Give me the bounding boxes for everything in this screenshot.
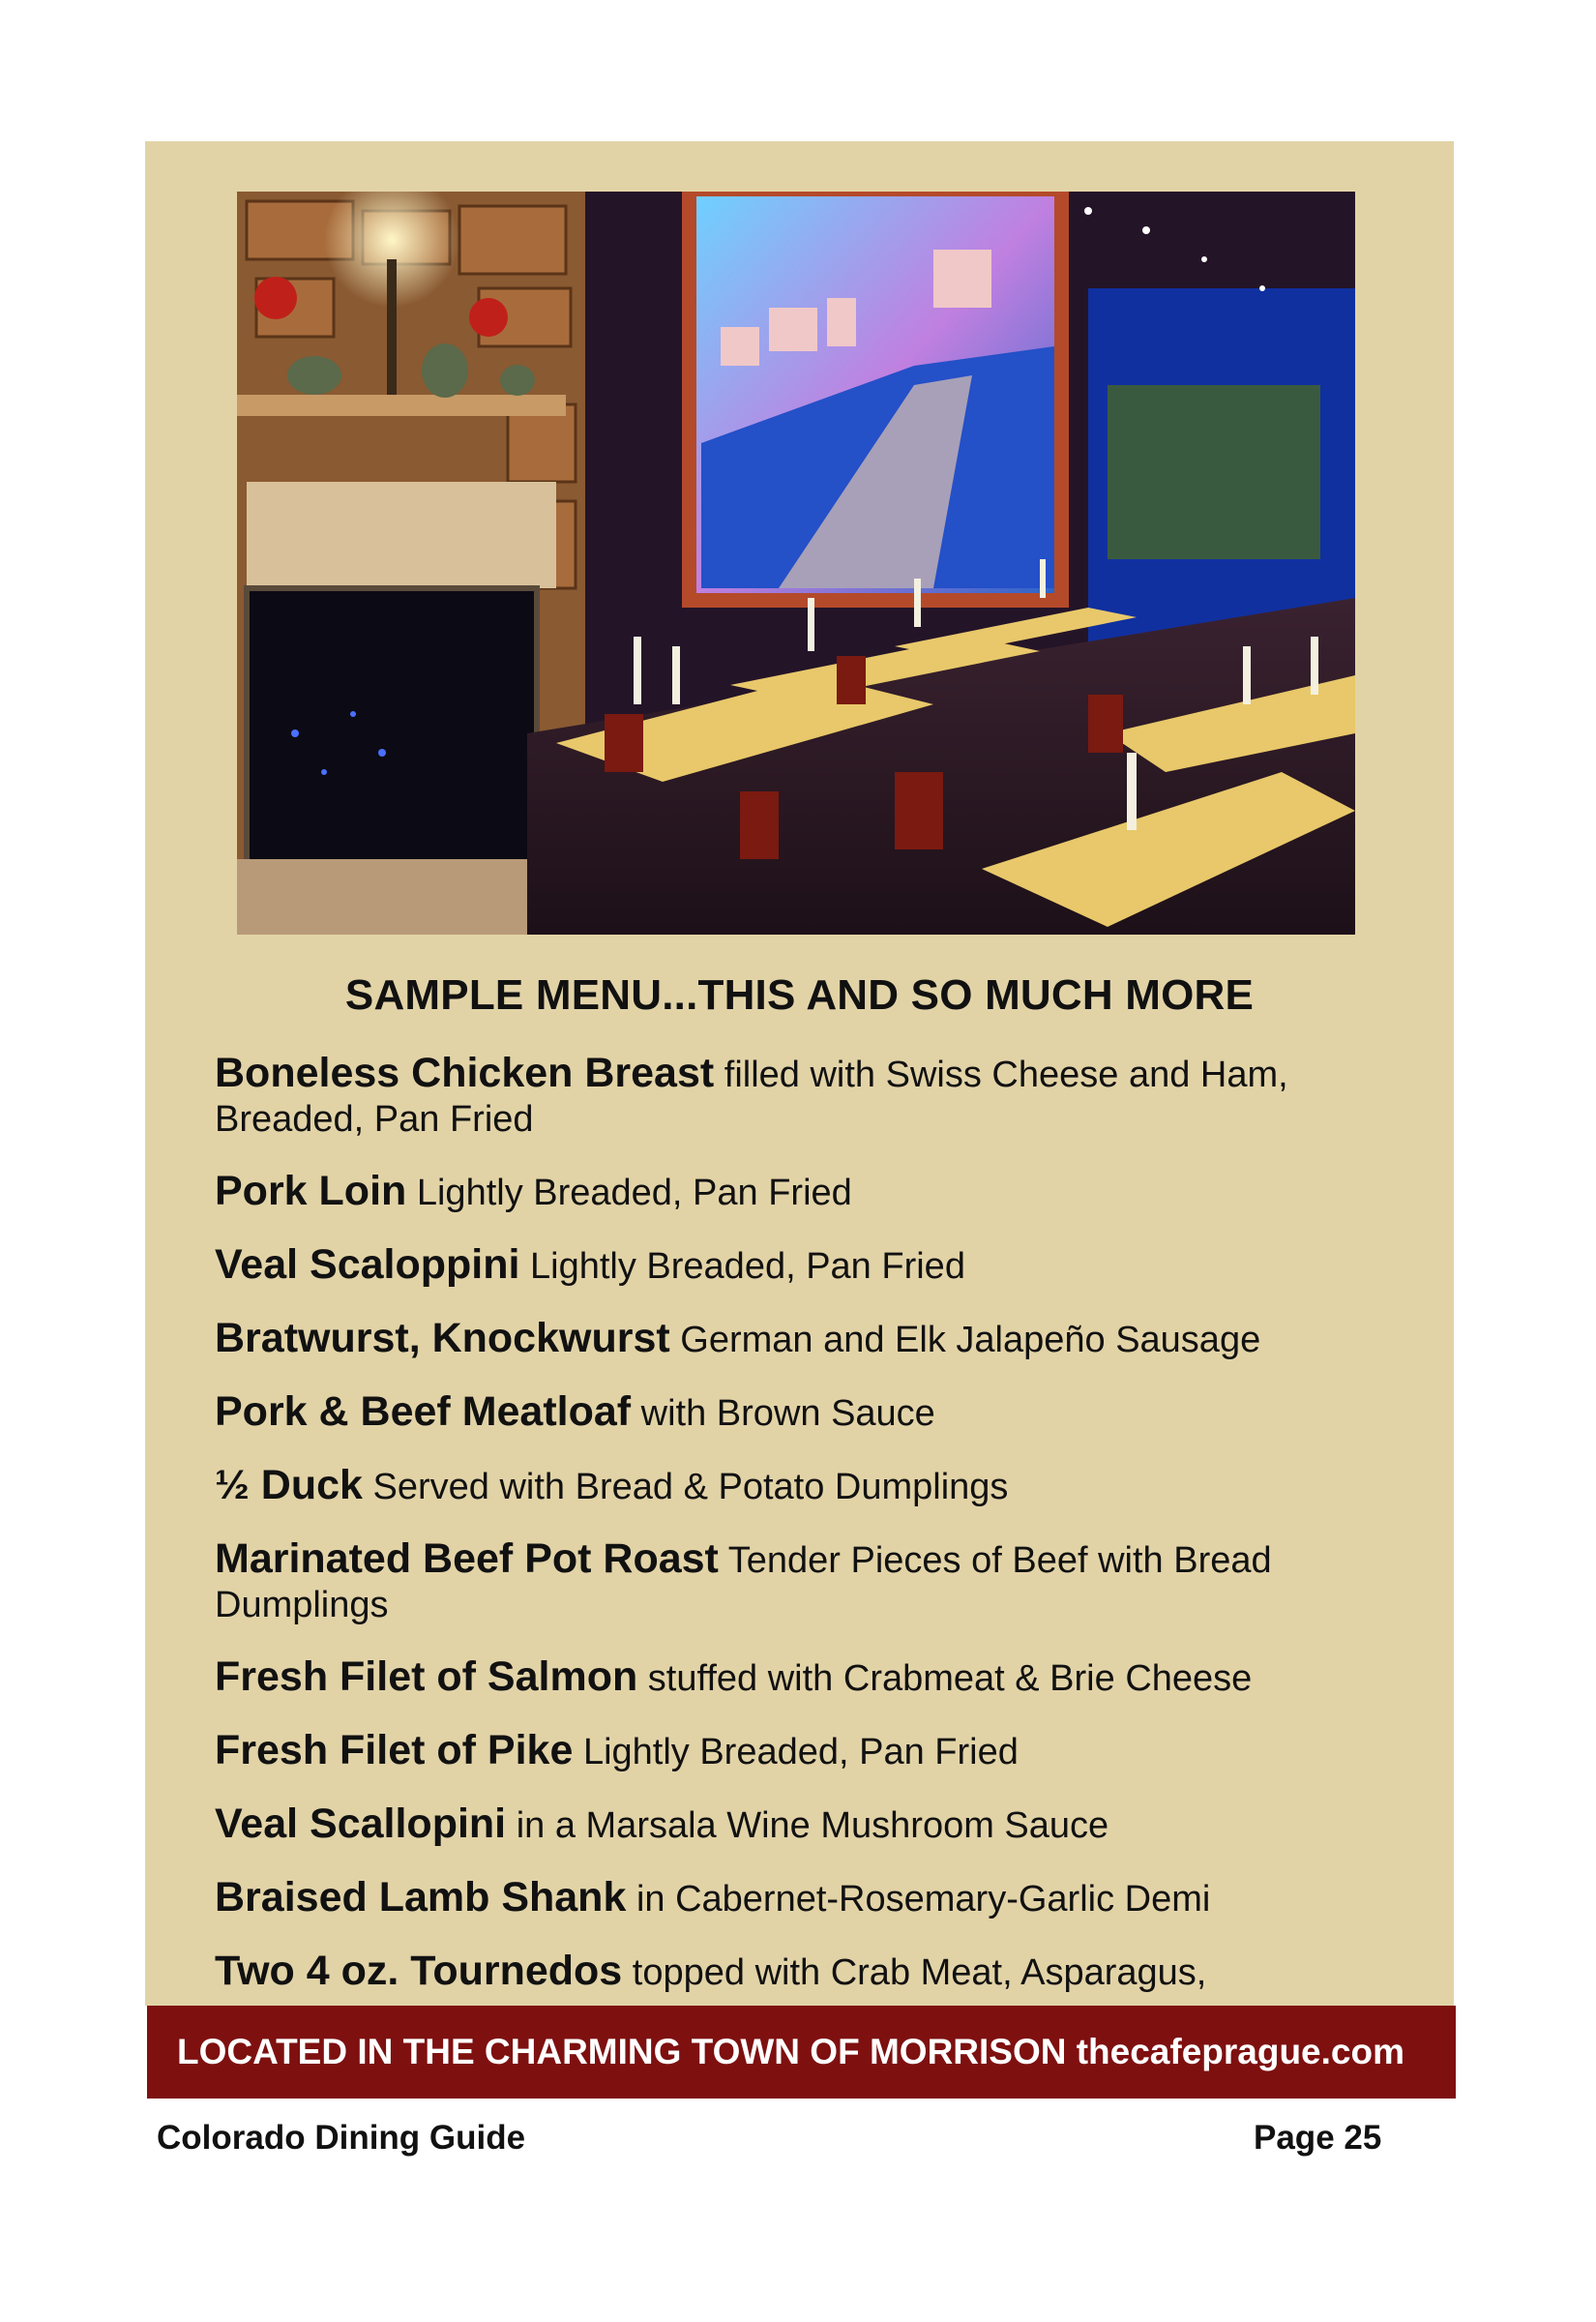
dish-name: Fresh Filet of Pike [215,1727,574,1773]
page-number: Page 25 [1254,2119,1382,2157]
dish-name: Bratwurst, Knockwurst [215,1315,670,1361]
menu-item [215,1801,1404,1848]
dish-description: in Cabernet-Rosemary-Garlic Demi [635,1879,1211,1920]
dish-description: with Brown Sauce [640,1393,935,1434]
menu-item [215,1875,1404,1921]
menu-list [215,1051,1404,2022]
dish-description: German and Elk Jalapeño Sausage [680,1320,1261,1360]
publication-name: Colorado Dining Guide [157,2119,526,2157]
website-link[interactable]: thecafeprague.com [1076,2032,1404,2071]
dish-name: Boneless Chicken Breast [215,1050,715,1096]
location-banner [147,2006,1456,2099]
dish-description: topped with Crab Meat, Asparagus, [632,1952,1207,1993]
menu-heading: SAMPLE MENU...THIS AND SO MUCH MORE [344,971,1255,1019]
dish-name: Braised Lamb Shank [215,1874,627,1920]
menu-item [215,1728,1404,1774]
dish-name: ½ Duck [215,1462,363,1508]
banner-location-text: LOCATED IN THE CHARMING TOWN OF MORRISON [177,2032,1067,2071]
dish-name: Fresh Filet of Salmon [215,1653,638,1700]
restaurant-interior-photo [237,192,1355,935]
dish-description: Served with Bread & Potato Dumplings [372,1467,1009,1507]
dish-name: Pork Loin [215,1168,407,1214]
menu-item [215,1654,1404,1701]
dish-name: Marinated Beef Pot Roast [215,1535,719,1582]
menu-item [215,1051,1404,1142]
menu-item [215,1463,1404,1509]
menu-item [215,1316,1404,1362]
dish-name: Pork & Beef Meatloaf [215,1388,632,1435]
dish-description: in a Marsala Wine Mushroom Sauce [516,1805,1109,1846]
ad-panel [145,141,1454,2006]
dish-name: Two 4 oz. Tournedos [215,1948,623,1994]
menu-item [215,1169,1404,1215]
menu-item [215,1242,1404,1289]
menu-item [215,1536,1404,1627]
menu-item [215,1949,1404,1995]
dish-description: stuffed with Crabmeat & Brie Cheese [647,1658,1253,1699]
dish-description: Lightly Breaded, Pan Fried [416,1173,852,1213]
dish-description: filled with Swiss Cheese and Ham, Breaded, Pan Fried [215,1055,1288,1140]
dish-name: Veal Scaloppini [215,1241,520,1288]
menu-item [215,1389,1404,1436]
dish-description: Tender Pieces of Beef with Bread Dumplings [215,1540,1272,1625]
dish-description: Lightly Breaded, Pan Fried [530,1246,965,1287]
restaurant-photo-illustration [237,192,1355,935]
dish-name: Veal Scallopini [215,1801,507,1847]
dish-description: Lightly Breaded, Pan Fried [582,1732,1019,1772]
